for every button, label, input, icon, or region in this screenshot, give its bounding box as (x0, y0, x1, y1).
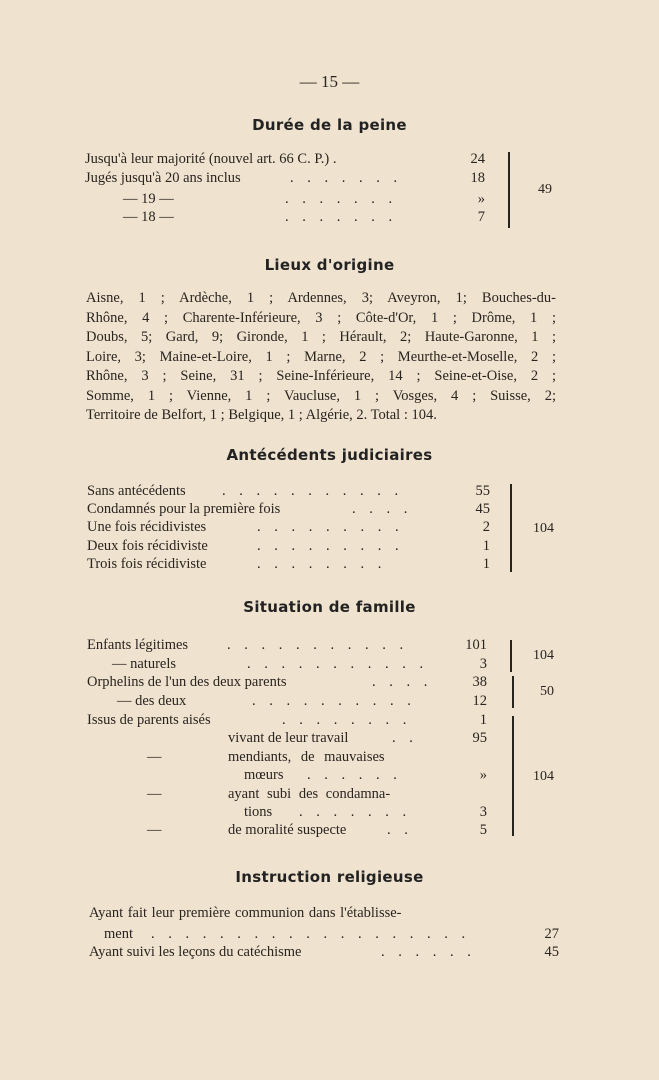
leader-dots: . . . . . . . . . . . (222, 483, 404, 499)
row-value: 3 (479, 656, 487, 672)
row-value: 38 (472, 674, 487, 690)
table-row (85, 150, 525, 168)
table-row (87, 803, 527, 821)
leader-dots: . . . . . . . . . . . (227, 637, 409, 653)
table-row (89, 925, 559, 943)
leader-dots: . . . . . . . . . (257, 519, 404, 535)
row-value: 95 (472, 730, 487, 746)
table-row (87, 785, 527, 803)
row-label: — des deux (117, 693, 187, 709)
row-dash: — (147, 786, 162, 802)
row-value: 18 (470, 170, 485, 186)
row-label: Sans antécédents (87, 483, 186, 499)
row-label: Jusqu'à leur majorité (nouvel art. 66 C. P.) . (85, 151, 337, 167)
origin-paragraph: Aisne, 1 ; Ardèche, 1 ; Ardennes, 3; Aveyron, 1; Bouches-du- Rhône, 4 ; Charente-Inférieure, 3 ; Côte-d'Or, 1 ; Drôme, 1 ; Doubs, 5; Gard, 9; Gironde, 1 ; Hérault, 2; Haute-Garonne, 1 ; Loire, 3; Maine-et-Loire, 1 ; Marne, 2 ; Meurthe-et-Moselle, 2 ; Rhône, 3 ; Seine, 31 ; Seine-Inférieure, 14 ; Seine-et-Oise, 2 ; Somme, 1 ; Vienne, 1 ; Vaucluse, 1 ; Vosges, 4 ; Suisse, 2; Territoire de Belfort, 1 ; Belgique, 1 ; Algérie, 2. Total : 104. (86, 290, 556, 423)
row-label: Issus de parents aisés (87, 712, 211, 728)
leader-dots: . . . . . . . . . . (252, 693, 416, 709)
row-value: 101 (465, 637, 487, 653)
row-value: 1 (482, 538, 490, 554)
row-value: 5 (479, 822, 487, 838)
section-title-lieux: Lieux d'origine (264, 256, 395, 274)
row-value: » (479, 767, 487, 783)
leader-dots: . . . . (372, 674, 432, 690)
leader-dots: . . (387, 822, 413, 838)
row-label: vivant de leur travail (228, 730, 349, 746)
row-label: ayant subi des condamna- (228, 786, 391, 802)
row-value: 27 (544, 926, 559, 942)
row-label: ment (104, 926, 133, 942)
row-label: Une fois récidivistes (87, 519, 207, 535)
total-duree: 49 (538, 182, 552, 197)
table-row (87, 636, 527, 654)
table-row (87, 711, 527, 729)
row-label: mendiants, de mauvaises (228, 749, 385, 765)
leader-dots: . . . . . . (307, 767, 402, 783)
leader-dots: . . . . . . . . . (257, 538, 404, 554)
row-label: Orphelins de l'un des deux parents (87, 674, 287, 690)
section-title-instruction: Instruction religieuse (235, 868, 424, 886)
leader-dots: . . . . . . . (290, 170, 403, 186)
leader-dots: . . . . . . (381, 944, 476, 960)
row-value: » (477, 191, 485, 207)
total-situation-c: 104 (533, 769, 554, 784)
leader-dots: . . . . . . . . (282, 712, 412, 728)
table-row (85, 169, 525, 187)
total-situation-b: 50 (540, 684, 554, 699)
leader-dots: . . . . . . . (285, 191, 398, 207)
table-row (87, 766, 527, 784)
row-label: Condamnés pour la première fois (87, 501, 281, 517)
row-dash: — (147, 749, 162, 765)
table-row (85, 190, 525, 208)
row-value: 7 (477, 209, 485, 225)
leader-dots: . . . . . . . (285, 209, 398, 225)
table-row (87, 729, 527, 747)
row-value: 45 (544, 944, 559, 960)
row-value: 45 (475, 501, 490, 517)
row-value: 55 (475, 483, 490, 499)
table-row (87, 673, 527, 691)
row-label: Jugés jusqu'à 20 ans inclus (85, 170, 241, 186)
brace-situation-a (510, 640, 512, 672)
brace-situation-c (512, 716, 514, 836)
section-title-situation: Situation de famille (243, 598, 416, 616)
table-row (87, 482, 527, 500)
row-label: Trois fois récidiviste (87, 556, 207, 572)
table-row (87, 500, 527, 518)
table-row (89, 904, 559, 922)
brace-duree (508, 152, 510, 228)
table-row (85, 208, 525, 226)
table-row (87, 655, 527, 673)
table-row (87, 537, 527, 555)
row-label: Ayant suivi les leçons du catéchisme (89, 944, 302, 960)
row-label: Deux fois récidiviste (87, 538, 208, 554)
row-value: 3 (479, 804, 487, 820)
row-label: mœurs (244, 767, 284, 783)
leader-dots: . . . . . . . . . . . . . . . . . . . (151, 926, 471, 942)
total-antecedents: 104 (533, 521, 554, 536)
row-label: — 18 — (123, 209, 174, 225)
row-value: 2 (482, 519, 490, 535)
brace-situation-b (512, 676, 514, 708)
row-value: 24 (470, 151, 485, 167)
section-title-duree: Durée de la peine (252, 116, 407, 134)
row-label: tions (244, 804, 273, 820)
leader-dots: . . . . . . . (299, 804, 412, 820)
leader-dots: . . . . . . . . . . . (247, 656, 429, 672)
row-value: 1 (482, 556, 490, 572)
table-row (87, 518, 527, 536)
page-number: — 15 — (299, 72, 360, 91)
row-label: de moralité suspecte (228, 822, 347, 838)
table-row (87, 821, 527, 839)
row-value: 1 (479, 712, 487, 728)
leader-dots: . . . . (352, 501, 413, 517)
total-situation-a: 104 (533, 648, 554, 663)
table-row (87, 692, 527, 710)
brace-antecedents (510, 484, 512, 572)
row-dash: — (147, 822, 162, 838)
row-label: Enfants légitimes (87, 637, 189, 653)
row-label: — 19 — (123, 191, 174, 207)
row-value: 12 (472, 693, 487, 709)
leader-dots: . . (392, 730, 418, 746)
row-label: Ayant fait leur première communion dans l'établisse- (89, 905, 402, 921)
row-label: — naturels (112, 656, 177, 672)
table-row (89, 943, 559, 961)
leader-dots: . . . . . . . . (257, 556, 387, 572)
table-row (87, 748, 527, 766)
table-row (87, 555, 527, 573)
section-title-antecedents: Antécédents judiciaires (226, 446, 433, 464)
